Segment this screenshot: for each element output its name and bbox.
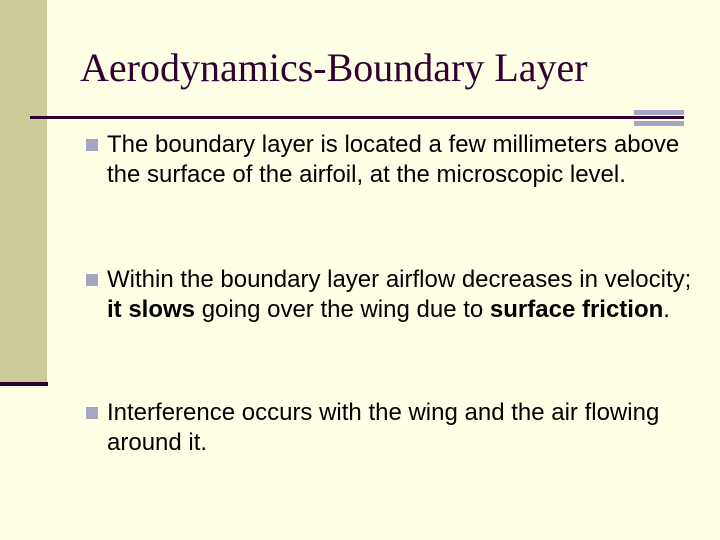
title-rule xyxy=(30,116,684,119)
bullet-text-segment: going over the wing due to xyxy=(195,296,490,323)
left-bar-underline xyxy=(0,382,48,386)
bullet-item xyxy=(86,398,696,458)
square-bullet-icon xyxy=(86,407,98,419)
bullet-text: The boundary layer is located a few millimeters above the surface of the airfoil, at the microscopic level. xyxy=(107,131,680,188)
bullet-emphasis: surface friction xyxy=(489,296,664,323)
square-bullet-icon xyxy=(86,139,98,151)
bullet-item xyxy=(86,130,696,190)
square-bullet-icon xyxy=(86,274,98,286)
left-decorative-bar xyxy=(0,0,47,384)
slide-title: Aerodynamics-Boundary Layer xyxy=(80,45,588,90)
bullet-item xyxy=(86,265,696,325)
bullet-text-segment: . xyxy=(663,296,670,323)
bullet-text-segment: Within the boundary layer airflow decreases in velocity; xyxy=(107,266,692,293)
bullet-emphasis: it slows xyxy=(107,296,196,323)
title-rule-accent-bottom xyxy=(634,121,684,126)
bullet-text xyxy=(107,265,696,325)
bullet-text: Interference occurs with the wing and the air flowing around it. xyxy=(107,399,660,456)
title-rule-accent-top xyxy=(634,110,684,115)
